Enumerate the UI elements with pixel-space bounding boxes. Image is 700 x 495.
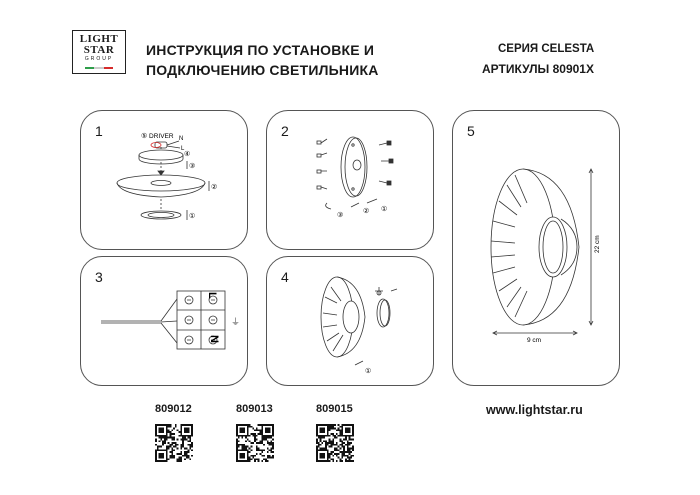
step-2-marker: ② <box>211 184 218 191</box>
panel-number: 1 <box>95 123 103 139</box>
logo-line-1: LIGHT <box>79 33 119 45</box>
panel-1 <box>80 110 248 250</box>
article-code-3: 809015 <box>316 403 353 415</box>
qr-code-2 <box>236 424 274 462</box>
wire-n-label: N <box>179 136 184 142</box>
height-dimension: 22 cm <box>594 235 601 253</box>
logo-line-3: GROUP <box>84 56 114 62</box>
wiring-terminal-diagram <box>81 257 249 387</box>
article-code-2: 809013 <box>236 403 273 415</box>
wire-l-label: L <box>181 146 185 152</box>
step-1-marker: ① <box>189 213 196 220</box>
mounting-exploded-diagram <box>81 111 249 251</box>
terminal-n-label: N <box>208 335 220 343</box>
attach-lamp-diagram <box>267 257 435 387</box>
panel-3 <box>80 256 248 386</box>
terminal-l-label: L <box>206 292 218 299</box>
step-2-marker: ② <box>363 208 370 215</box>
articles-label: АРТИКУЛЫ 80901X <box>482 62 594 76</box>
step-1-marker: ① <box>381 206 388 213</box>
logo-line-2: STAR <box>83 44 115 56</box>
series-label: СЕРИЯ CELESTA <box>498 43 595 55</box>
article-code-1: 809012 <box>155 403 192 415</box>
panel-number: 5 <box>467 123 475 139</box>
driver-label: DRIVER <box>149 133 174 140</box>
panel-5 <box>452 110 620 386</box>
step-1-marker: ① <box>365 368 372 375</box>
website-url: www.lightstar.ru <box>486 403 583 417</box>
document-title <box>146 40 379 80</box>
step-3-marker: ③ <box>189 163 196 170</box>
dimensions-diagram <box>453 111 621 387</box>
qr-code-3 <box>316 424 354 462</box>
brand-logo <box>72 30 126 74</box>
panel-2 <box>266 110 434 250</box>
step-3-marker: ③ <box>337 212 344 219</box>
panel-number: 2 <box>281 123 289 139</box>
plate-screws-diagram <box>267 111 435 251</box>
terminal-earth-label: ⏚ <box>231 317 241 327</box>
depth-dimension: 9 cm <box>527 337 542 344</box>
panel-number: 4 <box>281 269 289 285</box>
step-5-marker: ⑤ <box>141 133 148 140</box>
qr-code-1 <box>155 424 193 462</box>
panel-4 <box>266 256 434 386</box>
flag-stripe <box>85 67 113 69</box>
title-line-2: ПОДКЛЮЧЕНИЮ СВЕТИЛЬНИКА <box>146 62 379 78</box>
step-4-marker: ④ <box>184 151 191 158</box>
title-line-1: ИНСТРУКЦИЯ ПО УСТАНОВКЕ И <box>146 42 375 58</box>
panel-number: 3 <box>95 269 103 285</box>
